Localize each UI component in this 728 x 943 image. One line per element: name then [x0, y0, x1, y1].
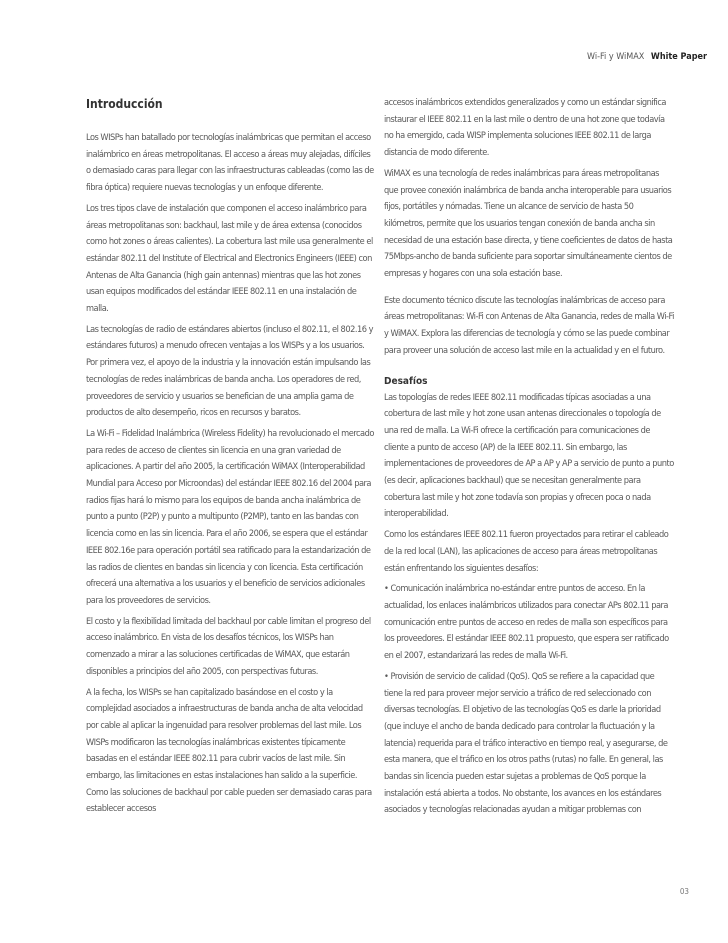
right-column: [384, 95, 674, 823]
paragraph: WiMAX es una tecnología de redes inalámbricas para áreas metropolitanas que provee conexión inalámbrica de banda ancha interoperable para usuarios fijos, portátiles y nómadas. Tiene un alcance de servicio de hasta 50 kilómetros, permite que los usuarios tengan conexión de banda ancha sin necesidad de una estación base directa, y tiene coeficientes de datos de hasta 75Mbps-ancho de banda suficiente para soportar simultáneamente cientos de empresas y hogares con una sola estación base.: [384, 167, 673, 280]
paragraph: Como los estándares IEEE 802.11 fueron proyectados para retirar el cableado de la red local (LAN), las aplicaciones de acceso para áreas metropolitanas están enfrentando los siguientes desafíos:: [384, 529, 669, 574]
subsection-heading: Desafíos: [384, 375, 428, 387]
page-number: 03: [679, 887, 689, 896]
paragraph: Los WISPs han batallado por tecnologías inalámbricas que permitan el acceso inalámbrico en áreas metropolitanas. El acceso a áreas muy alejadas, difíciles o demasiado caras para llegar con las infraestructuras cableadas (como las de fibra óptica) requiere nuevas tecnologías y un enfoque diferente.: [86, 132, 374, 194]
paragraph: accesos inalámbricos extendidos generalizados y como un estándar significa instaurar el IEEE 802.11 en la last mile o dentro de una hot zone que todavía no ha emergido, cada WISP implementa soluciones IEEE 802.11 de larga distancia de modo diferente.: [384, 97, 666, 159]
bullet-item: • Comunicación inalámbrica no-estándar entre puntos de acceso. En la actualidad, los enlaces inalámbricos utilizados para conectar APs 802.11 para comunicación entre puntos de acceso en redes de malla son específicos para los proveedores. El estándar IEEE 802.11 propuesto, que espera ser ratificado en el 2007, estandarizará las redes de malla Wi-Fi.: [384, 583, 669, 662]
paragraph: A la fecha, los WISPs se han capitalizado basándose en el costo y la complejidad asociados a infraestructuras de banda ancha de alta velocidad por cable al aplicar la ingenuidad para resolver problemas del last mile. Los WISPs modificaron las tecnologías inalámbricas existentes típicamente basadas en el estándar IEEE 802.11 para cubrir vacíos de last mile. Sin embargo, las limitaciones en estas instalaciones han salido a la superficie. Como las soluciones de backhaul por cable pueden ser demasiado caras para establecer accesos: [86, 686, 372, 815]
paragraph: La Wi-Fi – Fidelidad Inalámbrica (Wireless Fidelity) ha revolucionado el mercado para redes de acceso de clientes sin licencia en una gran variedad de aplicaciones. A partir del año 2005, la certificación WiMAX (Interoperabilidad Mundial para Acceso por Microondas) del estándar IEEE 802.16 del 2004 para radios fijas hará lo mismo para los equipos de banda ancha inalámbrica de punto a punto (P2P) y punto a multipunto (P2MP), tanto en las bandas con licencia como en las sin licencia. Para el año 2006, se espera que el estándar IEEE 802.16e para operación portátil sea ratificado para la estandarización de las radios de clientes en bandas sin licencia y con licencia. Esta certificación ofrecerá una alternativa a los usuarios y el beneficio de servicios adicionales para los proveedores de servicios.: [86, 427, 374, 606]
bullet-item: • Provisión de servicio de calidad (QoS). QoS se refiere a la capacidad que tiene la red para proveer mejor servicio a tráfico de red seleccionado con diversas tecnologías. El objetivo de las tecnologías QoS es darle la prioridad (que incluye el ancho de banda dedicado para controlar la fluctuación y la latencia) requerida para el tráfico interactivo en tiempo real, y asegurarse, de esta manera, que el tráfico en los otros paths (rutas) no falle. En general, las bandas sin licencia pueden estar sujetas a problemas de QoS porque la instalación está abierta a todos. No obstante, los avances en los estándares asociados y tecnologías relacionadas ayudan a mitigar problemas con: [384, 670, 668, 816]
paragraph: Los tres tipos clave de instalación que componen el acceso inalámbrico para áreas metropolitanas son: backhaul, last mile y de área extensa (conocidos como hot zones o áreas calientes). La cobertura last mile usa generalmente el estándar 802.11 del Institute of Electrical and Electronics Engineers (IEEE) con Antenas de Alta Ganancia (high gain antennas) mientras que las hot zones usan equipos modificados del estándar IEEE 802.11 en una instalación de malla.: [86, 202, 373, 315]
section-heading: Introducción: [86, 97, 163, 111]
running-header: [587, 52, 707, 62]
header-label: White Paper: [650, 52, 707, 62]
paragraph: Las topologías de redes IEEE 802.11 modificadas típicas asociadas a una cobertura de last mile y hot zone usan antenas direccionales o topología de una red de malla. La Wi-Fi ofrece la certificación para comunicaciones de cliente a punto de acceso (AP) de la IEEE 802.11. Sin embargo, las implementaciones de proveedores de AP a AP y AP a servicio de punto a punto (es decir, aplicaciones backhaul) que se necesitan generalmente para cobertura last mile y hot zone todavía son propias y ofrecen poca o nada interoperabilidad.: [384, 391, 674, 520]
paragraph: El costo y la flexibilidad limitada del backhaul por cable limitan el progreso del acceso inalámbrico. En vista de los desafíos técnicos, los WISPs han comenzado a mirar a las soluciones certificadas de WiMAX, que estarán disponibles a principios del año 2005, con perspectivas futuras.: [86, 615, 371, 677]
paragraph: Las tecnologías de radio de estándares abiertos (incluso el 802.11, el 802.16 y estándares futuros) a menudo ofrecen ventajas a los WISPs y a los usuarios. Por primera vez, el apoyo de la industria y la innovación están impulsando las tecnologías de redes inalámbricas de banda ancha. Los operadores de red, proveedores de servicio y usuarios se benefician de una amplia gama de productos de alto desempeño, ricos en recursos y baratos.: [86, 323, 373, 419]
paragraph: Este documento técnico discute las tecnologías inalámbricas de acceso para áreas metropolitanas: Wi-Fi con Antenas de Alta Ganancia, redes de malla Wi-Fi y WiMAX. Explora las diferencias de tecnología y cómo se las puede combinar para proveer una solución de acceso last mile en la actualidad y en el futuro.: [384, 294, 674, 356]
header-title: Wi-Fi y WiMAX: [587, 52, 645, 62]
left-column: [86, 95, 376, 822]
